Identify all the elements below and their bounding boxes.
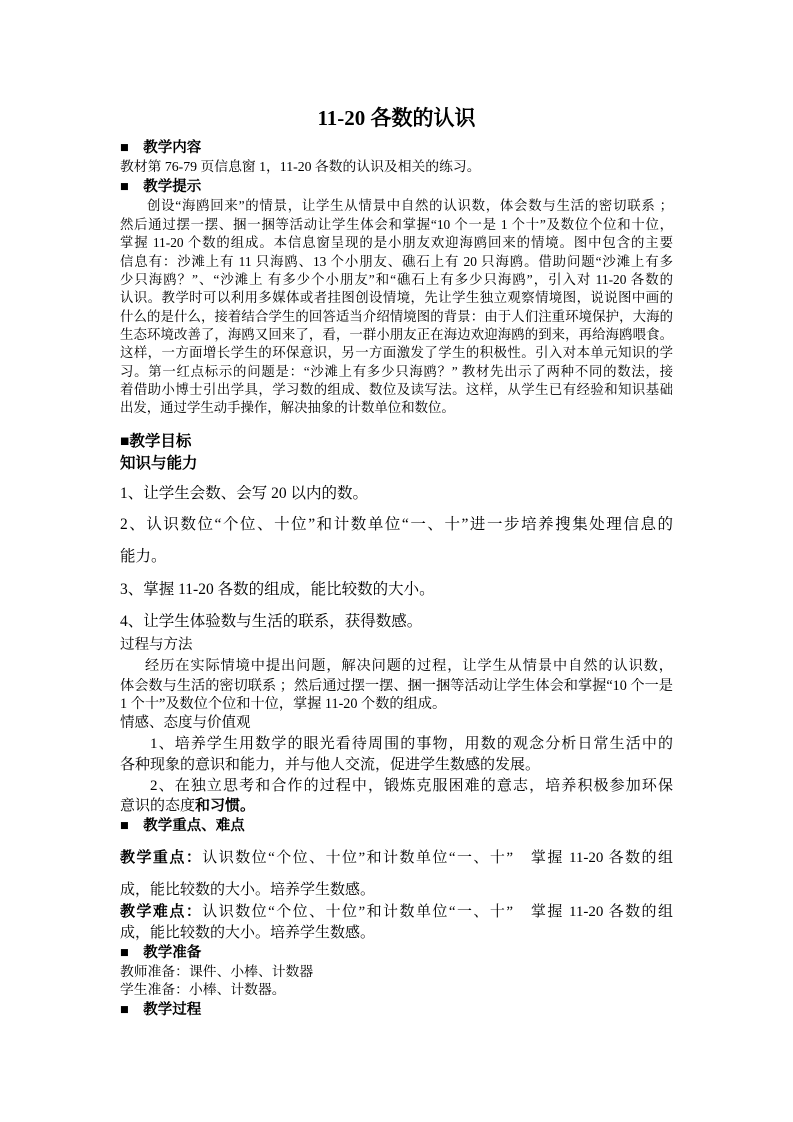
knowledge-item: 4、让学生体验数与生活的联系，获得数感。: [120, 613, 423, 630]
subheading-emotion: 情感、态度与价值观: [120, 715, 251, 731]
hint-line: 少只海鸥？”、“沙滩上 有多少个小朋友”和“礁石上有多少只海鸥”，引入对 11-20 各数的: [120, 272, 673, 287]
section-heading-procedure: ■ 教学过程: [120, 1002, 202, 1018]
section-heading-hint: ■ 教学提示: [120, 179, 202, 195]
subheading-knowledge: 知识与能力: [120, 455, 198, 472]
hint-line: 着借助小博士引出学具，学习数的组成、数位及读写法。这样，从学生已有经验和知识基础: [120, 382, 673, 397]
knowledge-item: 3、掌握 11-20 各数的组成，能比较数的大小。: [120, 581, 435, 598]
emotion-line: 2、在独立思考和合作的过程中，锻炼克服困难的意志，培养积极参加环保: [150, 778, 673, 794]
difficulty-label: 教学难点：: [120, 904, 203, 920]
hint-line: 生态环境改善了，海鸥又回来了，看，一群小朋友正在海边欢迎海鸥的到来，再给海鸥喂食。: [120, 327, 673, 342]
section-heading-key-points: ■ 教学重点、难点: [120, 818, 245, 834]
hint-line: 什么的是什么，接着结合学生的回答适当介绍情境图的背景：由于人们注重环境保护，大海的: [120, 309, 673, 324]
subheading-process: 过程与方法: [120, 637, 193, 653]
page-title: 11-20 各数的认识: [317, 106, 476, 130]
difficulty-line: 成，能比较数的大小。培养学生数感。: [120, 925, 376, 941]
hint-line: 出发，通过学生动手操作，解决抽象的计数单位和数位。: [120, 400, 455, 415]
knowledge-item: 2、认识数位“个位、十位”和计数单位“一、十”进一步培养搜集处理信息的: [120, 516, 673, 533]
process-line: 经历在实际情境中提出问题，解决问题的过程，让学生从情景中自然的认识数，: [145, 658, 673, 674]
process-line: 体会数与生活的密切联系 ；然后通过摆一摆、捆一捆等活动让学生体会和掌握“10 个一是: [120, 678, 673, 694]
emotion-line: 1、培养学生用数学的眼光看待周围的事物，用数的观念分析日常生活中的: [150, 736, 673, 752]
emotion-last-line-bold: 和习惯。: [195, 798, 256, 814]
focus-label: 教学重点：: [120, 850, 203, 866]
difficulty-line: [120, 902, 673, 922]
section-heading-objectives: ■教学目标: [120, 433, 192, 450]
focus-line: [120, 848, 673, 868]
emotion-line: 各种现象的意识和能力，并与他人交流，促进学生数感的发展。: [120, 757, 541, 773]
focus-line: 成，能比较数的大小。培养学生数感。: [120, 882, 376, 898]
emotion-last-line-text: 意识的态度: [120, 798, 196, 814]
process-line: 1 个十”及数位个位和十位，掌握 11-20 个数的组成。: [120, 696, 447, 712]
hint-line: 这样，一方面增长学生的环保意识，另一方面激发了学生的积极性。引入对本单元知识的学: [120, 345, 673, 360]
hint-line: 信息有：沙滩上有 11 只海鸥、13 个小朋友、礁石上有 20 只海鸥。借助问题“沙滩上有多: [120, 254, 673, 269]
hint-line: 习。第一红点标示的问题是：“沙滩上有多少只海鸥？” 教材先出示了两种不同的数法，接: [120, 364, 673, 379]
section-heading-preparation: ■ 教学准备: [120, 945, 202, 961]
difficulty-text: 认识数位“个位、十位”和计数单位“一、十” 掌握 11-20 各数的组: [202, 904, 673, 920]
teacher-preparation: 教师准备：课件、小棒、计数器: [120, 964, 314, 979]
student-preparation: 学生准备：小棒、计数器。: [120, 982, 286, 997]
hint-line: 认识。教学时可以利用多媒体或者挂图创设情境，先让学生独立观察情境图，说说图中画的: [120, 290, 673, 305]
section-heading-content: ■ 教学内容: [120, 140, 202, 156]
content-text: 教材第 76-79 页信息窗 1，11-20 各数的认识及相关的练习。: [120, 159, 481, 174]
knowledge-item: 1、让学生会数、会写 20 以内的数。: [120, 485, 369, 502]
hint-line: 然后通过摆一摆、捆一捆等活动让学生体会和掌握“10 个一是 1 个十”及数位个位和十位，: [120, 217, 673, 232]
focus-text: 认识数位“个位、十位”和计数单位“一、十” 掌握 11-20 各数的组: [202, 850, 673, 866]
hint-line: 掌握 11-20 个数的组成。本信息窗呈现的是小朋友欢迎海鸥回来的情境。图中包含的主要: [120, 235, 673, 250]
knowledge-item: 能力。: [120, 548, 167, 565]
emotion-line: [120, 796, 255, 816]
hint-line: 创设“海鸥回来”的情景，让学生从情景中自然的认识数，体会数与生活的密切联系 ；: [147, 198, 673, 213]
